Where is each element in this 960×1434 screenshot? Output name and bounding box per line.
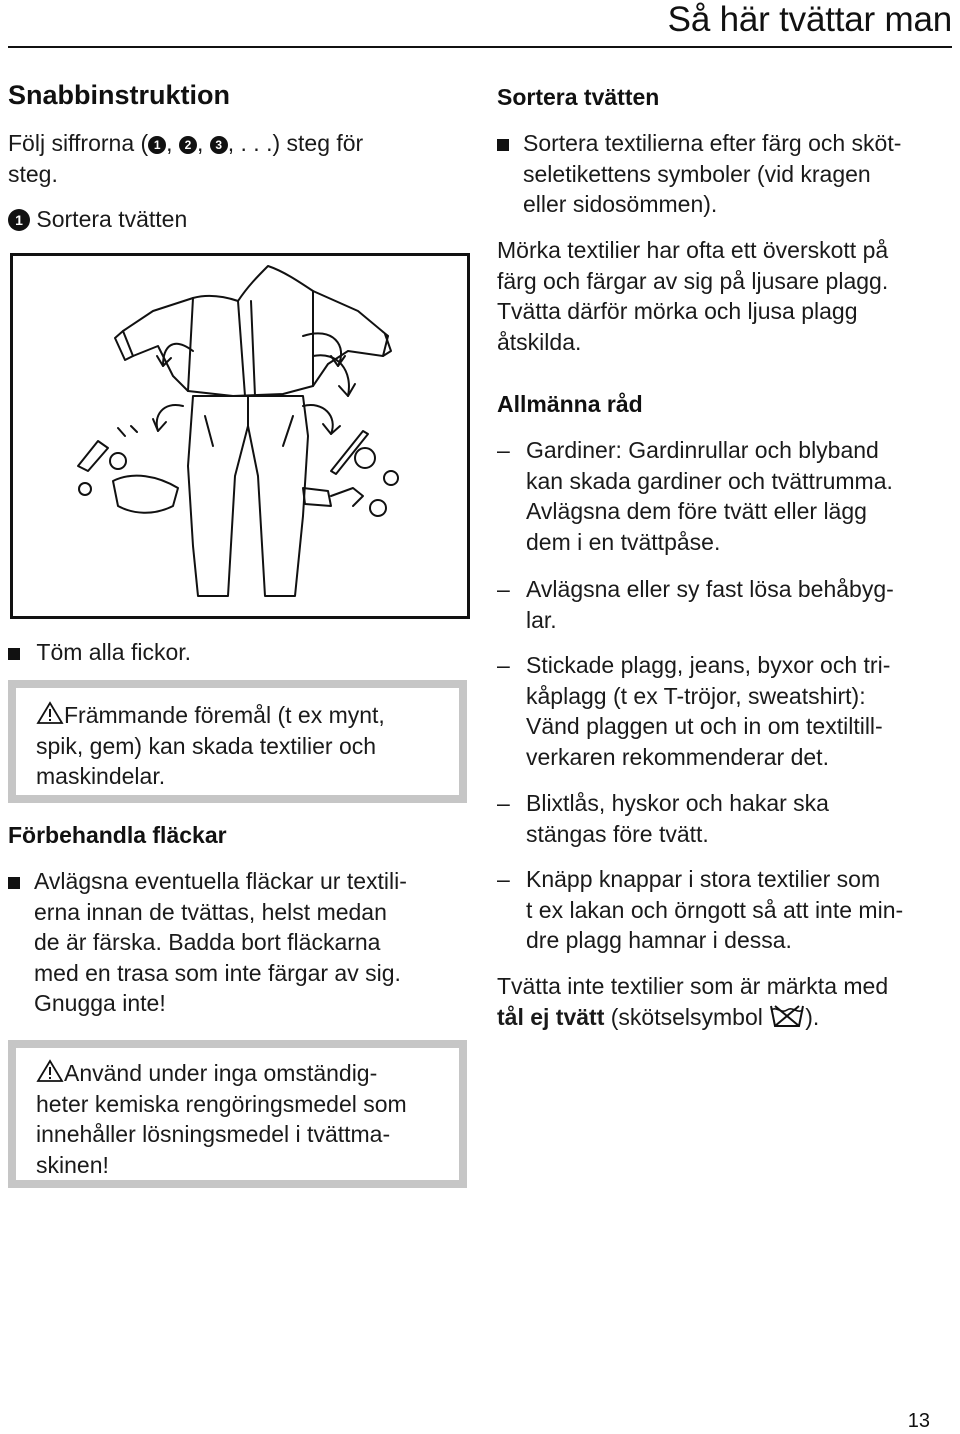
section-heading-quick: Snabbinstruktion <box>8 80 230 110</box>
advice-line: dre plagg hamnar i dessa. <box>526 927 792 953</box>
sort-line: Sortera textilierna efter färg och sköt- <box>523 130 902 156</box>
advice-line: stängas före tvätt. <box>526 820 709 847</box>
advice-line: Avlägsna eller sy fast lösa behåbyg- <box>526 576 894 602</box>
dash-marker: – <box>497 790 510 816</box>
warning2-line3: innehåller lösningsmedel i tvättma- <box>36 1121 391 1147</box>
number-badge-icon: 2 <box>179 136 197 154</box>
final-paragraph <box>497 971 957 1032</box>
warning2-line4: skinen! <box>36 1151 109 1178</box>
pretreat-line: erna innan de tvättas, helst medan <box>34 898 387 925</box>
page-number: 13 <box>907 1410 930 1432</box>
advice-item <box>497 864 957 956</box>
advice-item <box>497 574 957 635</box>
advice-line: Stickade plagg, jeans, byxor och tri- <box>526 652 891 678</box>
warning1-line2: spik, gem) kan skada textilier och <box>36 732 377 759</box>
advice-item <box>497 788 957 849</box>
dash-marker: – <box>497 576 510 602</box>
do-not-wash-icon <box>769 1002 805 1030</box>
number-badge-icon: 1 <box>8 209 30 231</box>
pretreat-line: Avlägsna eventuella fläckar ur textili- <box>34 868 407 894</box>
number-badge-icon: 3 <box>210 136 228 154</box>
pretreat-line: med en trasa som inte färgar av sig. <box>34 959 401 986</box>
warning-box-foreign-objects <box>8 680 467 803</box>
dash-marker: – <box>497 652 510 678</box>
bullet-empty-pockets-text: Töm alla fickor. <box>36 639 192 665</box>
advice-line: dem i en tvättpåse. <box>526 528 721 555</box>
pretreat-line: de är färska. Badda bort fläckarna <box>34 929 381 955</box>
sort-line: seletikettens symboler (vid kragen <box>523 160 871 187</box>
number-badge-icon: 1 <box>148 136 166 154</box>
warning2-text <box>36 1058 466 1180</box>
warning-box-chemicals <box>8 1040 467 1188</box>
advice-line: Blixtlås, hyskor och hakar ska <box>526 790 829 816</box>
clothes-illustration <box>10 253 470 619</box>
advice-item <box>497 650 957 772</box>
warning-triangle-icon <box>36 701 64 725</box>
dash-marker: – <box>497 866 510 892</box>
advice-line: kåplagg (t ex T-tröjor, sweatshirt): <box>526 682 866 709</box>
warning2-line2: heter kemiska rengöringsmedel som <box>36 1090 407 1117</box>
advice-line: lar. <box>526 606 557 633</box>
dark-line: Tvätta därför mörka och ljusa plagg <box>497 298 858 324</box>
dark-textiles-paragraph <box>497 235 957 357</box>
warning2-line1: Använd under inga omständig- <box>64 1060 378 1086</box>
dark-line: åtskilda. <box>497 328 582 355</box>
section-heading-advice: Allmänna råd <box>497 391 643 417</box>
sort-text <box>523 128 960 220</box>
final-end: ). <box>805 1003 820 1030</box>
advice-line: Avlägsna dem före tvätt eller lägg <box>526 498 867 524</box>
step1-label: Sortera tvätten <box>36 206 188 232</box>
bullet-square-icon <box>8 648 20 660</box>
dark-line: färg och färgar av sig på ljusare plagg. <box>497 267 889 294</box>
intro-line2: steg. <box>8 160 58 187</box>
advice-line: Knäpp knappar i stora textilier som <box>526 866 881 892</box>
dark-line: Mörka textilier har ofta ett överskott på <box>497 237 889 263</box>
advice-line: t ex lakan och örngott så att inte min- <box>526 896 904 923</box>
clothes-drawing <box>13 256 467 616</box>
final-mid: (skötselsymbol <box>604 1003 770 1030</box>
bullet-empty-pockets <box>8 637 191 668</box>
pretreat-text <box>34 866 474 1019</box>
advice-item <box>497 435 957 557</box>
advice-line: Gardiner: Gardinrullar och blyband <box>526 437 879 463</box>
warning1-text <box>36 700 466 792</box>
warning1-line3: maskindelar. <box>36 763 166 789</box>
advice-line: Vänd plaggen ut och in om textiltill- <box>526 713 883 739</box>
intro-suffix: , . . .) steg för <box>227 130 364 156</box>
step1-label-row <box>8 204 187 235</box>
bullet-square-icon <box>497 139 509 151</box>
intro-text: Följ siffrorna ( 1 , 2 , 3 , . . .) steg för steg. <box>8 130 364 187</box>
bullet-square-icon <box>8 877 20 889</box>
page-header-title: Så här tvättar man <box>667 0 952 39</box>
header-rule <box>8 46 952 48</box>
final-line1: Tvätta inte textilier som är märkta med <box>497 973 889 999</box>
advice-line: kan skada gardiner och tvättrumma. <box>526 467 893 494</box>
section-heading-sort: Sortera tvätten <box>497 84 660 110</box>
final-bold: tål ej tvätt <box>497 1003 605 1030</box>
advice-line: verkaren rekommenderar det. <box>526 743 829 770</box>
warning-triangle-icon <box>36 1059 64 1083</box>
sort-line: eller sidosömmen). <box>523 191 718 217</box>
dash-marker: – <box>497 437 510 463</box>
pretreat-line: Gnugga inte! <box>34 990 166 1016</box>
warning1-line1: Främmande föremål (t ex mynt, <box>64 702 385 728</box>
intro-prefix: Följ siffrorna ( <box>8 130 149 156</box>
section-heading-pretreat: Förbehandla fläckar <box>8 822 227 848</box>
